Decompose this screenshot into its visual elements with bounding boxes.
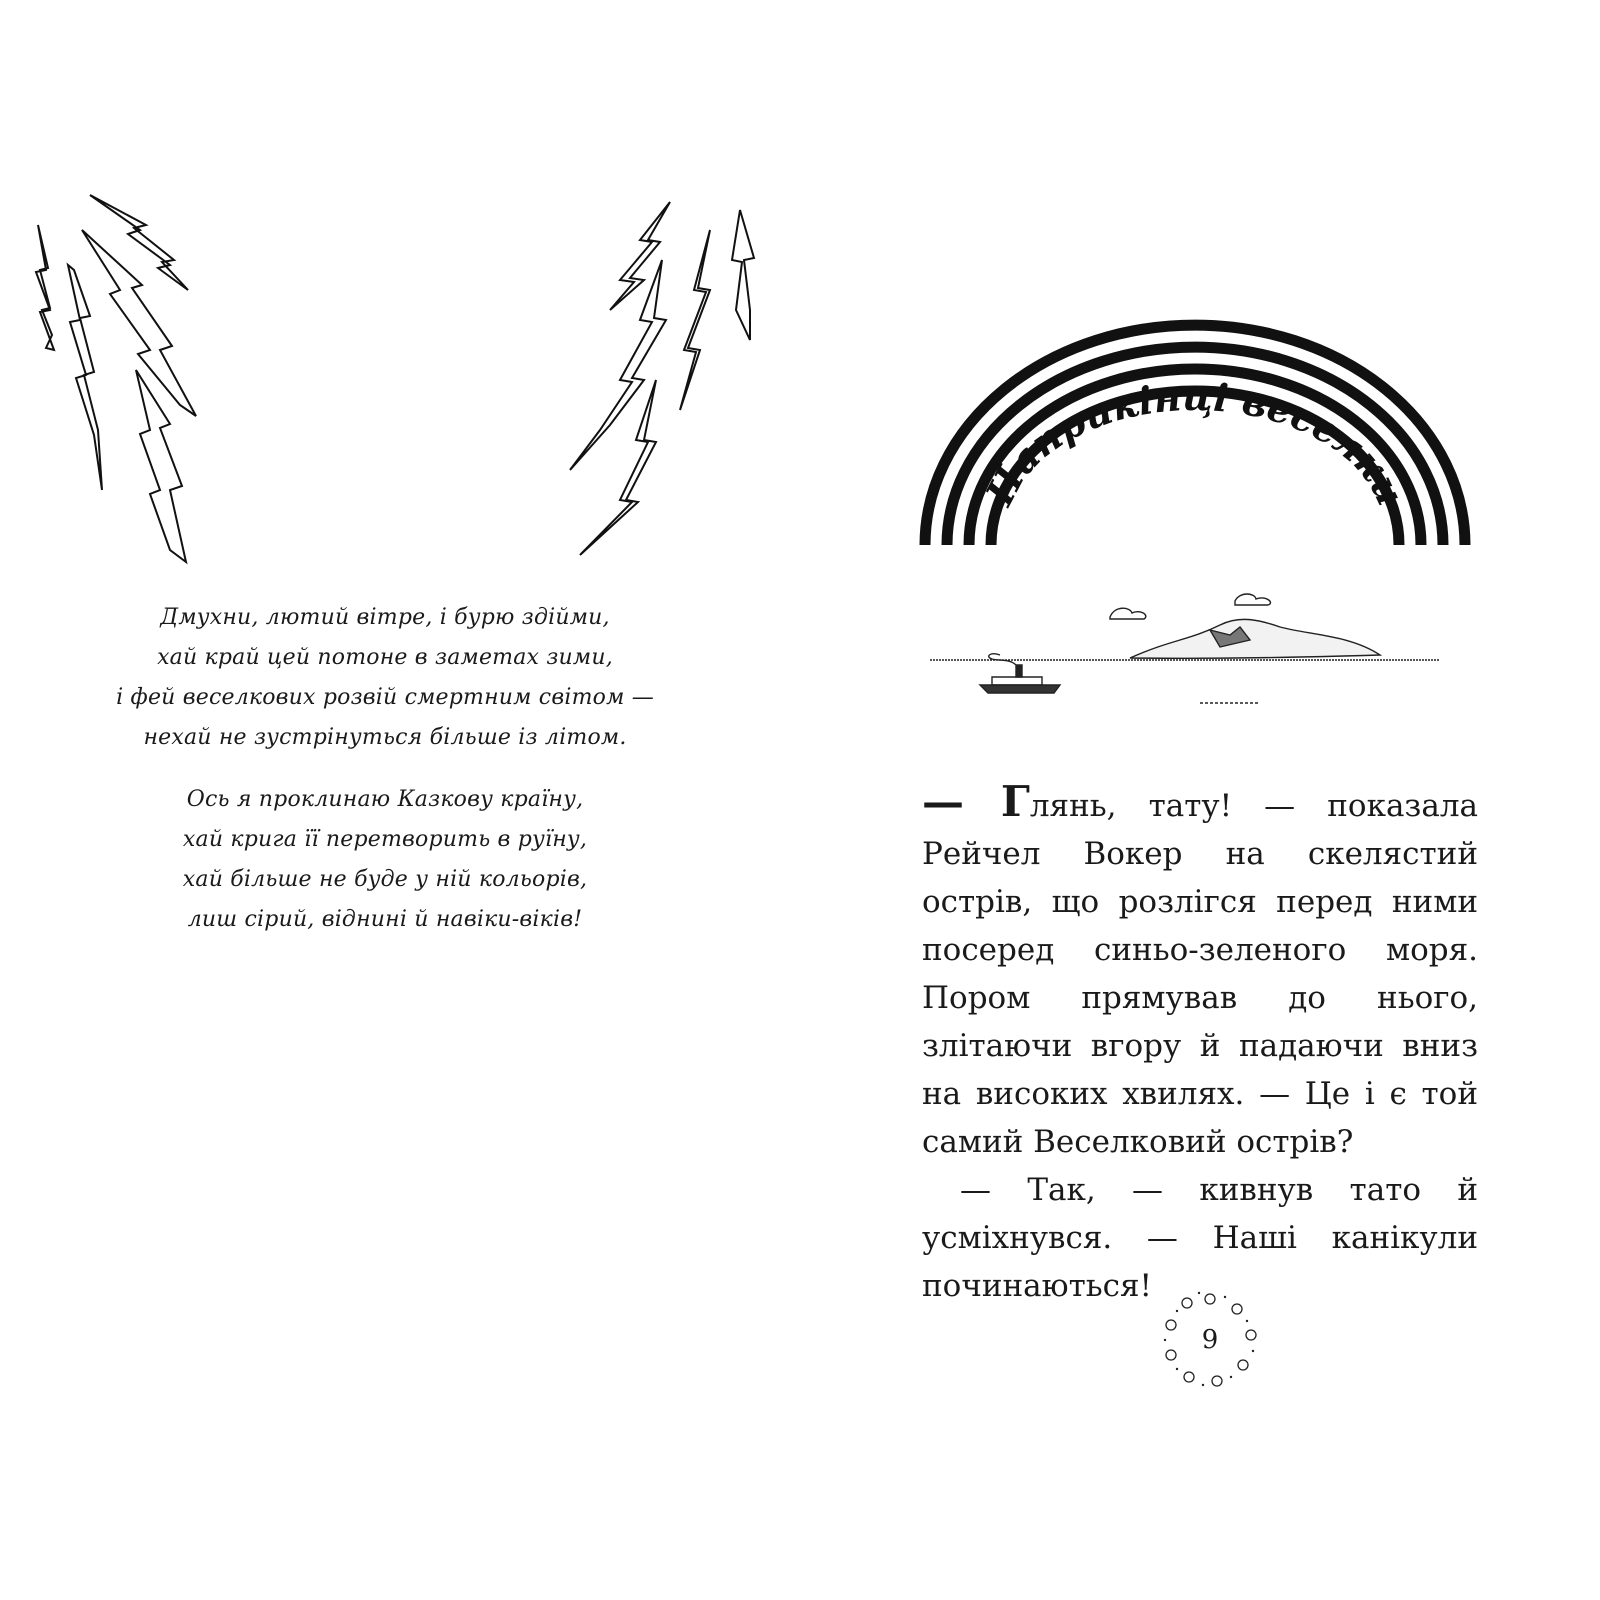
- poem-line: Дмухни, лютий вітре, і бурю здійми,: [160, 605, 610, 630]
- paragraph-text: лянь, тату! — показала Рейчел Вокер на скелястий острів, що розлігся перед ними посеред синьо-зеленого моря. Пором прямував до нього, злітаючи вгору й падаючи вниз на високих хвилях. — Це і є той самий Веселковий острів?: [922, 788, 1478, 1160]
- lightning-bolt-icon: [610, 202, 670, 310]
- story-text: [922, 778, 1478, 1310]
- island-ferry-illustration: [930, 585, 1450, 725]
- lightning-left-group-icon: [20, 190, 280, 590]
- poem-line: хай більше не буде у ній кольорів,: [182, 867, 588, 892]
- poem-line: Ось я проклинаю Казкову країну,: [186, 787, 584, 812]
- poem-stanza-1: [70, 598, 700, 758]
- page-number: 9: [1201, 1325, 1219, 1355]
- poem-line: нехай не зустрінуться більше із літом.: [143, 725, 627, 750]
- poem-line: лиш сірий, віднині й навіки-віків!: [187, 907, 583, 932]
- poem-line: хай крига її перетворить в руїну,: [182, 827, 588, 852]
- chapter-title: Наприкінці веселки: [976, 373, 1414, 513]
- drop-cap: — Г: [922, 777, 1030, 826]
- poem-stanza-2: [70, 780, 700, 940]
- lightning-bolt-icon: [732, 210, 754, 340]
- lightning-bolt-icon: [90, 195, 188, 290]
- story-paragraph-1: [922, 778, 1478, 1166]
- rainbow-icon: [915, 300, 1475, 550]
- poem-line: і фей веселкових розвій смертним світом —: [116, 685, 654, 710]
- curse-poem: [70, 598, 700, 962]
- lightning-bolt-icon: [570, 260, 666, 470]
- lightning-bolt-icon: [68, 265, 102, 490]
- poem-line: хай край цей потоне в заметах зими,: [157, 645, 613, 670]
- lightning-right-group-icon: [560, 190, 780, 590]
- page-number-badge: [1155, 1285, 1265, 1395]
- lightning-bolt-icon: [680, 230, 710, 410]
- lightning-bolt-icon: [36, 225, 54, 350]
- lightning-bolt-icon: [82, 230, 196, 416]
- story-paragraph-2: — Так, — кивнув тато й усміхнувся. — Наші канікули починаються!: [922, 1172, 1478, 1304]
